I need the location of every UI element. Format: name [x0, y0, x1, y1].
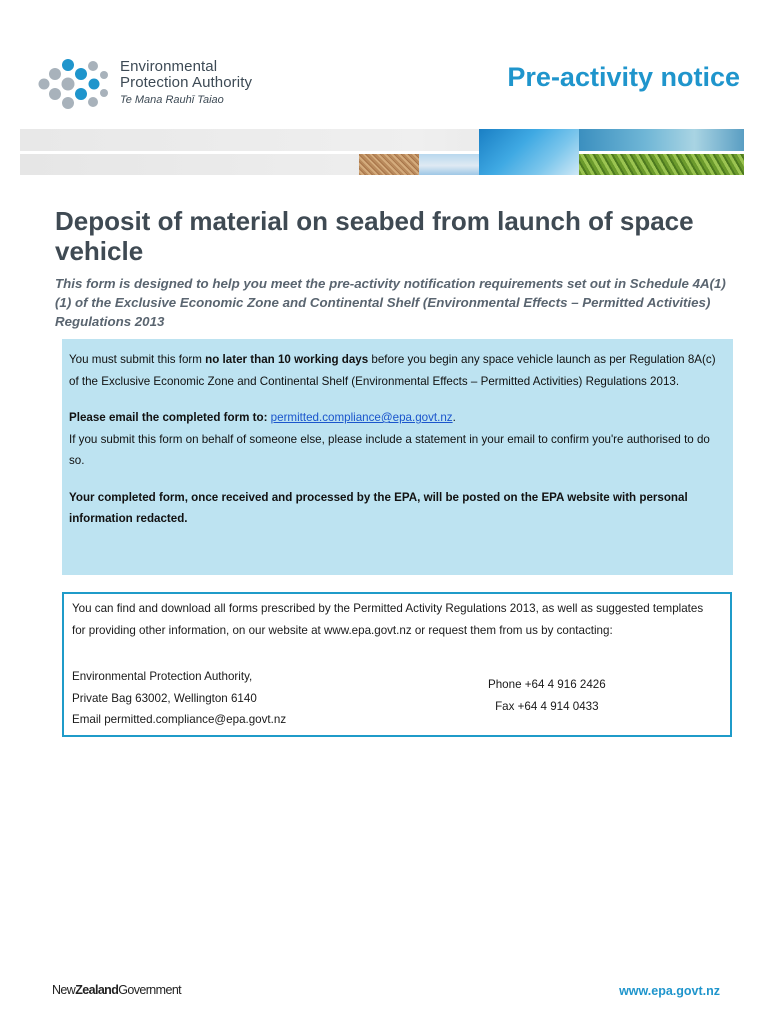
- address-line: Private Bag 63002, Wellington 6140: [72, 691, 257, 705]
- banner-sand-image: [359, 154, 419, 175]
- nz-government-logo: NewZealandGovernment: [52, 983, 182, 997]
- page-subtitle: This form is designed to help you meet the pre-activity notification requirements set out in Schedule 4A(1)(1) of the Exclusive Economic Zone and Continental Shelf (Environmental Effects – Permitted Activities) Regulations 2013: [55, 276, 726, 329]
- email-instruction: Please email the completed form to: permitted.compliance@epa.govt.nz.: [69, 411, 456, 424]
- contact-intro: You can find and download all forms prescribed by the Permitted Activity Regulations 2013, as well as suggested templates for providing other information, on our website at www.epa.govt.nz or request them from us by contacting:: [72, 602, 704, 637]
- banner-ocean-image: [479, 129, 579, 175]
- logo-line-2: Protection Authority: [120, 74, 253, 91]
- deadline-paragraph: You must submit this form no later than 10 working days before you begin any space vehicle launch as per Regulation 8A(c) of the Exclusive Economic Zone and Continental Shelf (Environmental Effects – Permitted Activities) Regulations 2013.: [69, 353, 716, 388]
- banner-water-image: [419, 154, 479, 175]
- contact-address: [72, 666, 286, 731]
- logo-line-3: Te Mana Rauhī Taiao: [120, 94, 224, 106]
- logo-line-1: Environmental: [120, 58, 218, 75]
- footer-website-url: www.epa.govt.nz: [619, 984, 720, 998]
- phone-number: Phone +64 4 916 2426: [488, 678, 606, 691]
- submission-info-box: [62, 339, 733, 575]
- deadline-emphasis: no later than 10 working days: [205, 353, 369, 366]
- banner-fern-image: [579, 154, 744, 175]
- contact-info-box: [62, 592, 732, 737]
- contact-phones: [488, 674, 606, 717]
- banner-sea-image: [579, 129, 744, 151]
- document-type-heading: Pre-activity notice: [507, 62, 740, 92]
- email-label: Please email the completed form to:: [69, 411, 271, 424]
- address-line: Email permitted.compliance@epa.govt.nz: [72, 713, 287, 726]
- address-line: Environmental Protection Authority,: [72, 670, 253, 683]
- email-link[interactable]: permitted.compliance@epa.govt.nz: [270, 411, 453, 424]
- behalf-note: If you submit this form on behalf of someone else, please include a statement in your email to confirm you're authorised to do so.: [69, 432, 710, 467]
- page-title: Deposit of material on seabed from launch of space vehicle: [55, 206, 694, 266]
- epa-logo-icon: [36, 58, 110, 110]
- epa-logo-wordmark: [120, 59, 252, 108]
- fax-number: Fax +64 4 914 0433: [495, 699, 599, 713]
- posted-note: Your completed form, once received and processed by the EPA, will be posted on the EPA website with personal information redacted.: [69, 490, 688, 525]
